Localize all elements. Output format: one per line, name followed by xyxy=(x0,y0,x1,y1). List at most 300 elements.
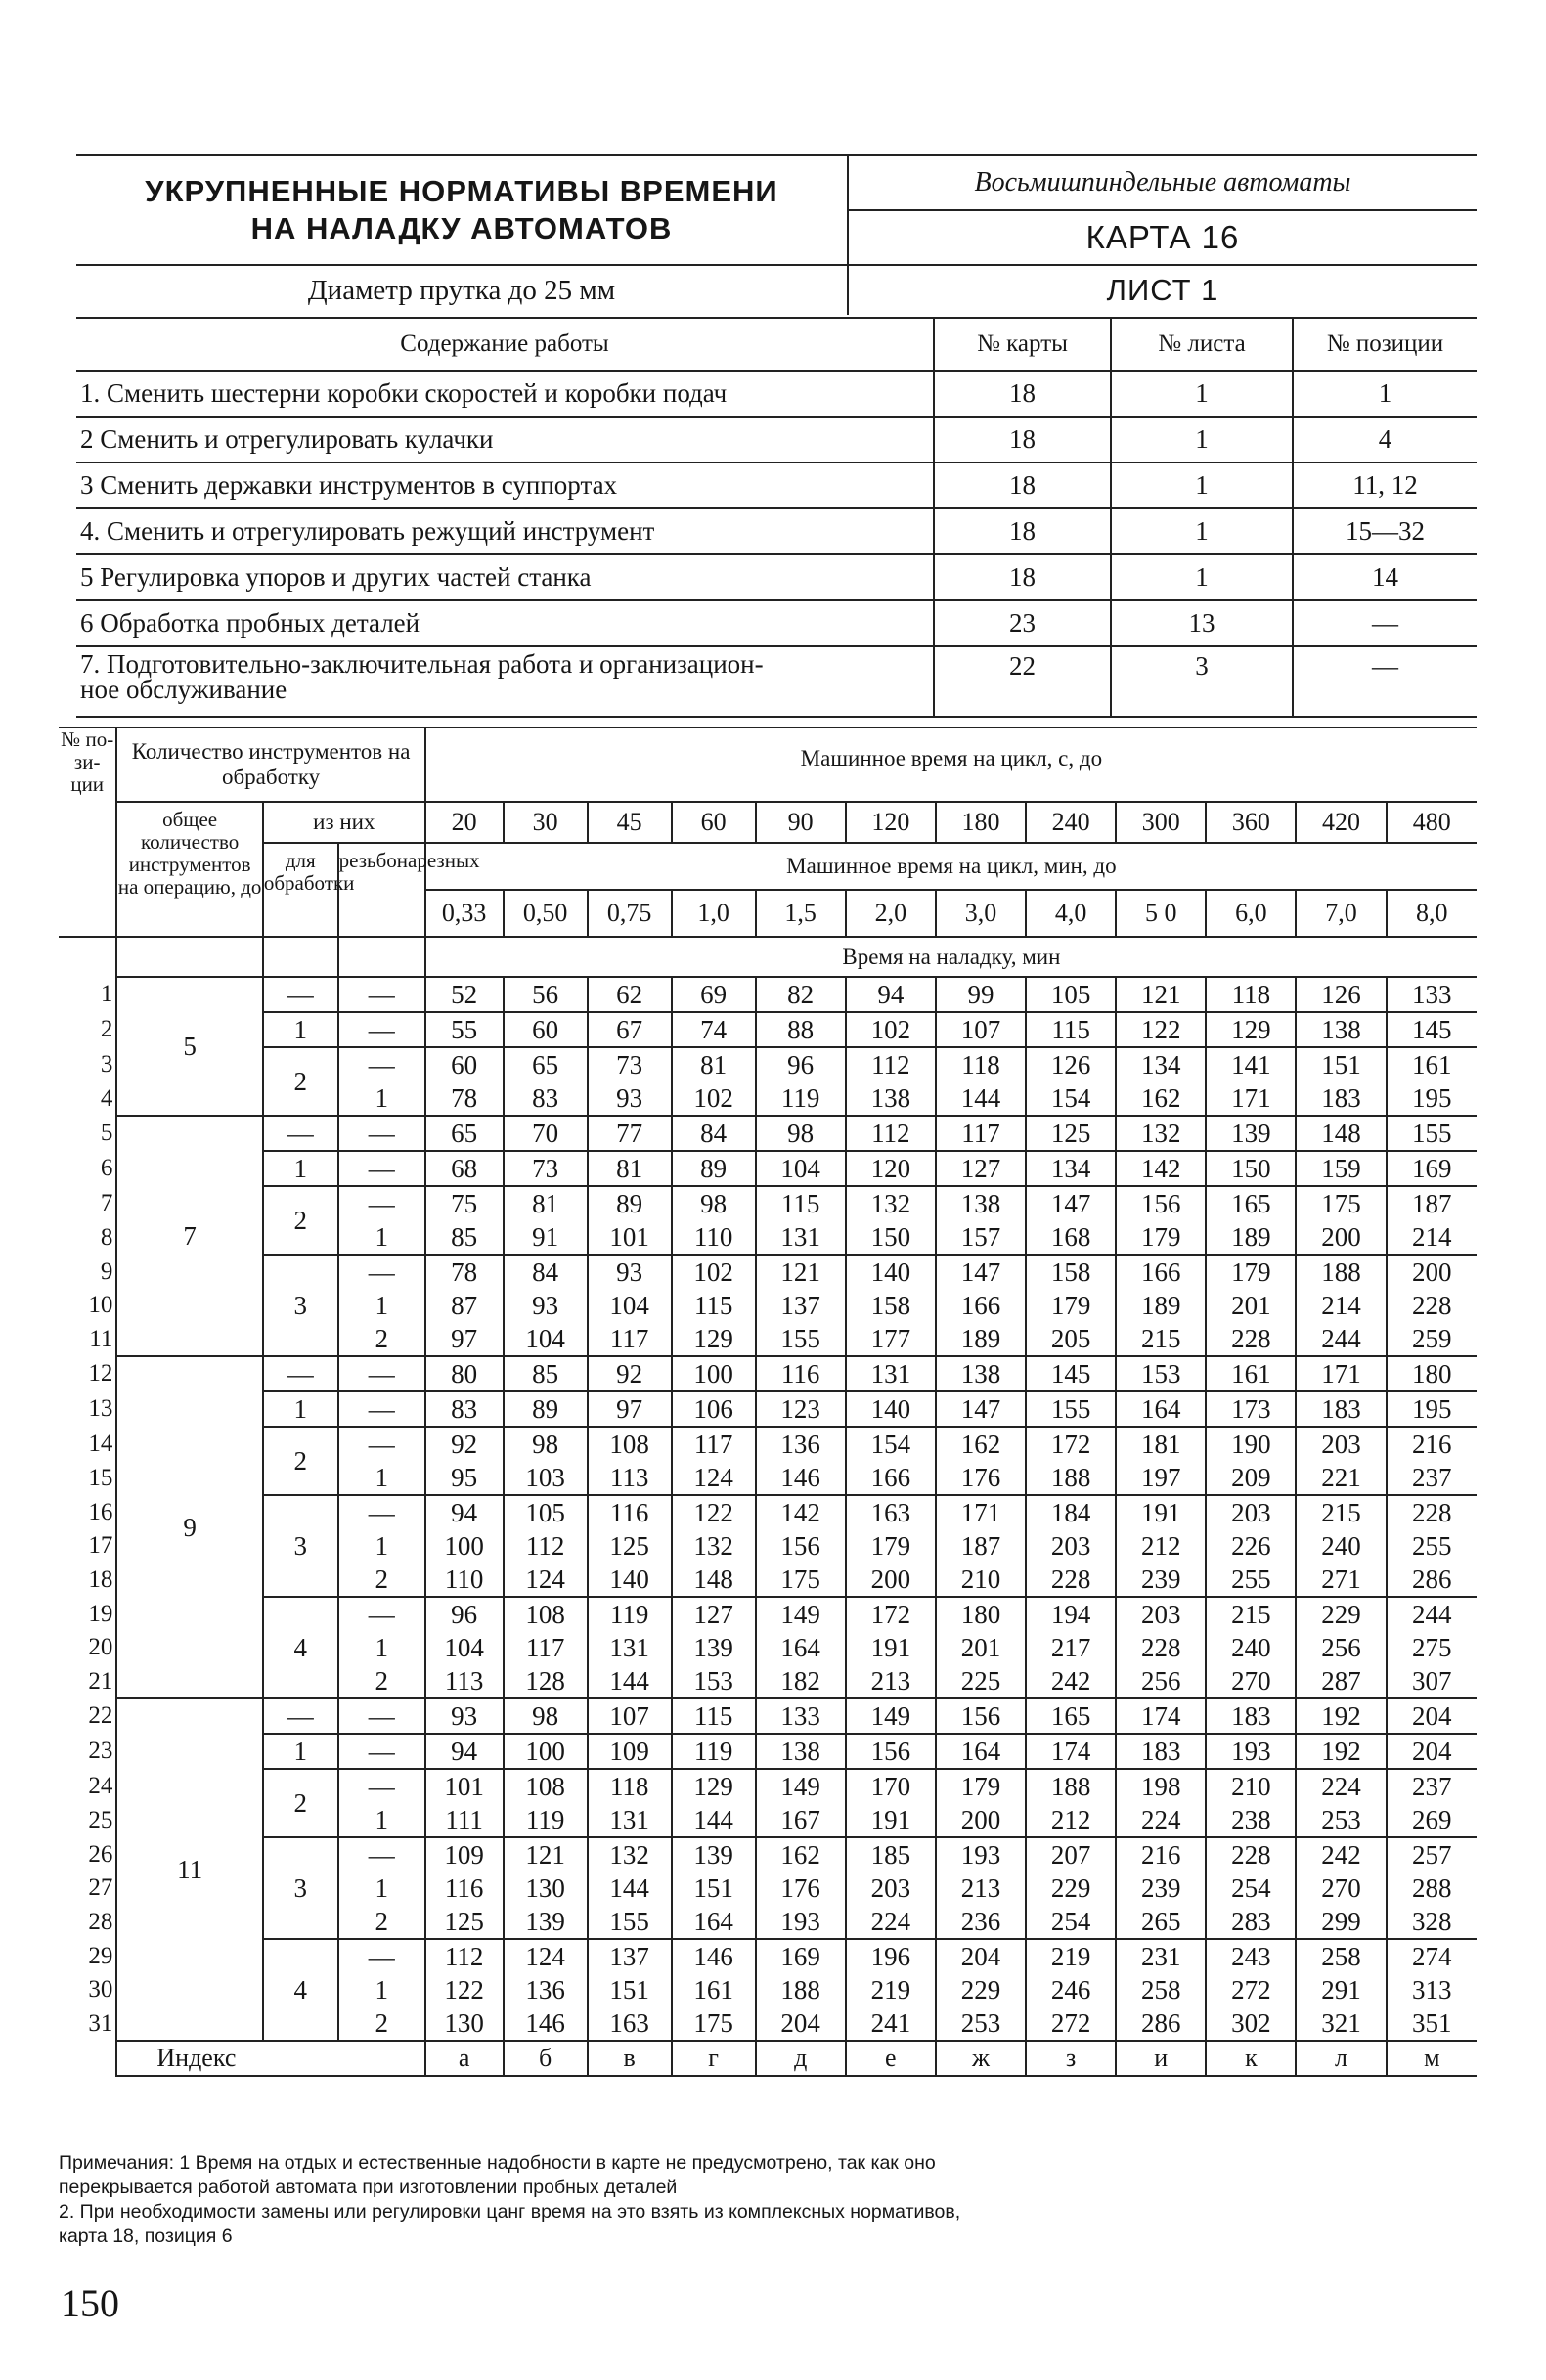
time-cell: 209 xyxy=(1206,1461,1296,1495)
threading-tools-cell: — xyxy=(338,1255,425,1289)
time-cell: 207 xyxy=(1026,1837,1116,1872)
time-cell: 189 xyxy=(936,1322,1026,1356)
seconds-cell: 300 xyxy=(1116,802,1206,843)
time-cell: 228 xyxy=(1206,1837,1296,1872)
threading-tools-cell: 2 xyxy=(338,1905,425,1939)
time-cell: 77 xyxy=(588,1116,672,1151)
position-cell: 28 xyxy=(59,1905,116,1939)
time-cell: 138 xyxy=(1296,1012,1386,1047)
time-cell: 228 xyxy=(1026,1563,1116,1597)
time-cell: 151 xyxy=(672,1872,756,1905)
time-cell: 228 xyxy=(1116,1631,1206,1664)
sheet-no-header: № листа xyxy=(1111,318,1293,371)
time-cell: 228 xyxy=(1387,1289,1477,1322)
time-cell: 117 xyxy=(672,1427,756,1461)
work-row xyxy=(76,371,1477,417)
processing-tools-cell: 4 xyxy=(263,1597,338,1698)
time-cell: 196 xyxy=(846,1939,936,1973)
time-cell: 151 xyxy=(1296,1047,1386,1081)
table-row xyxy=(59,1837,1477,1872)
time-cell: 145 xyxy=(1026,1356,1116,1391)
time-cell: 132 xyxy=(846,1186,936,1220)
table-row xyxy=(59,1427,1477,1461)
time-cell: 200 xyxy=(1387,1255,1477,1289)
time-cell: 131 xyxy=(588,1631,672,1664)
time-cell: 321 xyxy=(1296,2006,1386,2041)
time-cell: 204 xyxy=(1387,1734,1477,1769)
work-text: 2 Сменить и отрегулировать кулачки xyxy=(76,417,934,463)
time-cell: 142 xyxy=(1116,1151,1206,1186)
work-position: — xyxy=(1293,600,1477,646)
time-cell: 229 xyxy=(936,1973,1026,2006)
table-row xyxy=(59,1698,1477,1734)
seconds-cell: 30 xyxy=(504,802,588,843)
time-cell: 215 xyxy=(1206,1597,1296,1631)
time-cell: 83 xyxy=(504,1081,588,1116)
time-cell: 89 xyxy=(504,1391,588,1427)
work-row xyxy=(76,554,1477,600)
time-cell: 154 xyxy=(846,1427,936,1461)
work-text-line-2: ное обслуживание xyxy=(80,675,287,704)
time-cell: 161 xyxy=(1206,1356,1296,1391)
seconds-cell: 180 xyxy=(936,802,1026,843)
position-cell: 22 xyxy=(59,1698,116,1734)
time-cell: 94 xyxy=(425,1734,504,1769)
time-cell: 165 xyxy=(1026,1698,1116,1734)
card-header xyxy=(76,154,1477,315)
time-cell: 241 xyxy=(846,2006,936,2041)
position-cell: 15 xyxy=(59,1461,116,1495)
threading-tools-cell: 1 xyxy=(338,1973,425,2006)
time-cell: 182 xyxy=(756,1664,846,1698)
time-cell: 141 xyxy=(1206,1047,1296,1081)
position-cell: 26 xyxy=(59,1837,116,1872)
time-cell: 191 xyxy=(846,1803,936,1837)
time-cell: 164 xyxy=(756,1631,846,1664)
time-cell: 146 xyxy=(504,2006,588,2041)
time-cell: 94 xyxy=(846,977,936,1012)
time-cell: 147 xyxy=(936,1255,1026,1289)
time-cell: 204 xyxy=(1387,1698,1477,1734)
time-cell: 139 xyxy=(1206,1116,1296,1151)
time-cell: 195 xyxy=(1387,1391,1477,1427)
work-position: 14 xyxy=(1293,554,1477,600)
blank-cell xyxy=(59,2041,116,2076)
time-cell: 195 xyxy=(1387,1081,1477,1116)
position-cell: 24 xyxy=(59,1769,116,1803)
seconds-cell: 60 xyxy=(672,802,756,843)
time-cell: 254 xyxy=(1206,1872,1296,1905)
work-sheet: 3 xyxy=(1111,646,1293,717)
position-cell: 6 xyxy=(59,1151,116,1186)
total-tools-cell: 7 xyxy=(116,1116,262,1356)
time-cell: 142 xyxy=(756,1495,846,1529)
time-cell: 257 xyxy=(1387,1837,1477,1872)
time-cell: 118 xyxy=(936,1047,1026,1081)
time-cell: 239 xyxy=(1116,1563,1206,1597)
time-cell: 183 xyxy=(1116,1734,1206,1769)
time-cell: 133 xyxy=(756,1698,846,1734)
time-cell: 138 xyxy=(756,1734,846,1769)
time-cell: 328 xyxy=(1387,1905,1477,1939)
time-cell: 116 xyxy=(588,1495,672,1529)
time-cell: 99 xyxy=(936,977,1026,1012)
time-cell: 236 xyxy=(936,1905,1026,1939)
position-cell: 23 xyxy=(59,1734,116,1769)
processing-tools-cell: 2 xyxy=(263,1427,338,1495)
time-cell: 181 xyxy=(1116,1427,1206,1461)
time-cell: 110 xyxy=(672,1220,756,1255)
index-cell: е xyxy=(846,2041,936,2076)
position-cell: 7 xyxy=(59,1186,116,1220)
time-cell: 203 xyxy=(1026,1529,1116,1563)
threading-tools-cell: — xyxy=(338,1391,425,1427)
time-cell: 52 xyxy=(425,977,504,1012)
work-content-header: Содержание работы xyxy=(76,318,934,371)
time-cell: 164 xyxy=(672,1905,756,1939)
seconds-cell: 45 xyxy=(588,802,672,843)
work-sheet: 1 xyxy=(1111,508,1293,554)
time-cell: 258 xyxy=(1116,1973,1206,2006)
time-cell: 219 xyxy=(846,1973,936,2006)
time-cell: 172 xyxy=(1026,1427,1116,1461)
time-cell: 123 xyxy=(756,1391,846,1427)
processing-tools-cell: — xyxy=(263,977,338,1012)
time-cell: 150 xyxy=(846,1220,936,1255)
time-cell: 112 xyxy=(846,1116,936,1151)
time-cell: 98 xyxy=(672,1186,756,1220)
position-no-header: № позиции xyxy=(1293,318,1477,371)
time-cell: 240 xyxy=(1206,1631,1296,1664)
time-cell: 78 xyxy=(425,1255,504,1289)
time-cell: 119 xyxy=(504,1803,588,1837)
time-cell: 113 xyxy=(425,1664,504,1698)
time-cell: 96 xyxy=(425,1597,504,1631)
time-cell: 124 xyxy=(504,1939,588,1973)
time-cell: 205 xyxy=(1026,1322,1116,1356)
time-cell: 69 xyxy=(672,977,756,1012)
time-cell: 149 xyxy=(846,1698,936,1734)
time-cell: 104 xyxy=(425,1631,504,1664)
time-cell: 126 xyxy=(1296,977,1386,1012)
time-cell: 180 xyxy=(1387,1356,1477,1391)
note-line: Примечания: 1 Время на отдых и естественные надобности в карте не предусмотрено, так как оно xyxy=(59,2152,936,2174)
seconds-cell: 360 xyxy=(1206,802,1296,843)
time-cell: 120 xyxy=(846,1151,936,1186)
position-cell: 11 xyxy=(59,1322,116,1356)
work-text xyxy=(76,646,934,717)
time-cell: 255 xyxy=(1387,1529,1477,1563)
time-cell: 128 xyxy=(504,1664,588,1698)
threading-tools-cell: 1 xyxy=(338,1872,425,1905)
time-cell: 81 xyxy=(588,1151,672,1186)
table-row xyxy=(59,1116,1477,1151)
time-cell: 169 xyxy=(756,1939,846,1973)
time-cell: 204 xyxy=(756,2006,846,2041)
work-row xyxy=(76,600,1477,646)
table-row xyxy=(59,1012,1477,1047)
table-row xyxy=(59,1597,1477,1631)
time-cell: 146 xyxy=(756,1461,846,1495)
time-cell: 166 xyxy=(936,1289,1026,1322)
time-cell: 187 xyxy=(1387,1186,1477,1220)
time-cell: 219 xyxy=(1026,1939,1116,1973)
time-cell: 161 xyxy=(672,1973,756,2006)
threading-tools-cell: 2 xyxy=(338,1563,425,1597)
table-row xyxy=(59,1186,1477,1220)
work-text: 5 Регулировка упоров и других частей станка xyxy=(76,554,934,600)
time-cell: 176 xyxy=(936,1461,1026,1495)
minutes-cell: 4,0 xyxy=(1026,890,1116,937)
time-cell: 184 xyxy=(1026,1495,1116,1529)
time-cell: 89 xyxy=(672,1151,756,1186)
threading-tools-cell: 1 xyxy=(338,1631,425,1664)
time-cell: 171 xyxy=(936,1495,1026,1529)
time-cell: 217 xyxy=(1026,1631,1116,1664)
index-cell: м xyxy=(1387,2041,1477,2076)
minutes-cell: 0,33 xyxy=(425,890,504,937)
time-cell: 302 xyxy=(1206,2006,1296,2041)
time-cell: 253 xyxy=(1296,1803,1386,1837)
processing-tools-cell: 2 xyxy=(263,1769,338,1837)
time-cell: 269 xyxy=(1387,1803,1477,1837)
time-cell: 156 xyxy=(936,1698,1026,1734)
time-cell: 191 xyxy=(1116,1495,1206,1529)
time-cell: 179 xyxy=(1116,1220,1206,1255)
time-cell: 164 xyxy=(936,1734,1026,1769)
time-cell: 351 xyxy=(1387,2006,1477,2041)
time-cell: 133 xyxy=(1387,977,1477,1012)
time-cell: 158 xyxy=(846,1289,936,1322)
time-cell: 156 xyxy=(1116,1186,1206,1220)
time-cell: 200 xyxy=(846,1563,936,1597)
time-cell: 313 xyxy=(1387,1973,1477,2006)
time-cell: 213 xyxy=(936,1872,1026,1905)
time-cell: 214 xyxy=(1296,1289,1386,1322)
time-cell: 117 xyxy=(504,1631,588,1664)
time-cell: 198 xyxy=(1116,1769,1206,1803)
time-cell: 121 xyxy=(1116,977,1206,1012)
time-cell: 179 xyxy=(1206,1255,1296,1289)
time-cell: 147 xyxy=(1026,1186,1116,1220)
time-cell: 137 xyxy=(588,1939,672,1973)
time-cell: 201 xyxy=(1206,1289,1296,1322)
time-cell: 156 xyxy=(756,1529,846,1563)
time-cell: 153 xyxy=(672,1664,756,1698)
time-cell: 132 xyxy=(588,1837,672,1872)
time-cell: 109 xyxy=(588,1734,672,1769)
time-cell: 119 xyxy=(756,1081,846,1116)
minutes-cell: 0,50 xyxy=(504,890,588,937)
time-cell: 197 xyxy=(1116,1461,1206,1495)
time-cell: 162 xyxy=(936,1427,1026,1461)
time-cell: 183 xyxy=(1296,1081,1386,1116)
time-cell: 115 xyxy=(672,1698,756,1734)
time-cell: 149 xyxy=(756,1597,846,1631)
threading-tools-cell: — xyxy=(338,1597,425,1631)
time-cell: 124 xyxy=(504,1563,588,1597)
time-cell: 283 xyxy=(1206,1905,1296,1939)
time-cell: 118 xyxy=(588,1769,672,1803)
time-cell: 68 xyxy=(425,1151,504,1186)
time-cell: 193 xyxy=(1206,1734,1296,1769)
time-cell: 62 xyxy=(588,977,672,1012)
time-cell: 224 xyxy=(846,1905,936,1939)
time-cell: 193 xyxy=(936,1837,1026,1872)
title-line-1: УКРУПНЕННЫЕ НОРМАТИВЫ ВРЕМЕНИ xyxy=(145,174,778,208)
position-cell: 1 xyxy=(59,977,116,1012)
time-cell: 115 xyxy=(756,1186,846,1220)
time-cell: 127 xyxy=(672,1597,756,1631)
time-cell: 102 xyxy=(846,1012,936,1047)
processing-tools-cell: 3 xyxy=(263,1495,338,1597)
time-cell: 105 xyxy=(1026,977,1116,1012)
minutes-cell: 1,5 xyxy=(756,890,846,937)
time-cell: 175 xyxy=(1296,1186,1386,1220)
work-row xyxy=(76,646,1477,717)
time-cell: 179 xyxy=(1026,1289,1116,1322)
time-cell: 155 xyxy=(588,1905,672,1939)
time-cell: 155 xyxy=(1387,1116,1477,1151)
time-cell: 287 xyxy=(1296,1664,1386,1698)
time-cell: 129 xyxy=(672,1322,756,1356)
index-cell: в xyxy=(588,2041,672,2076)
time-cell: 87 xyxy=(425,1289,504,1322)
time-cell: 188 xyxy=(756,1973,846,2006)
time-cell: 93 xyxy=(504,1289,588,1322)
time-cell: 117 xyxy=(588,1322,672,1356)
minutes-cell: 2,0 xyxy=(846,890,936,937)
time-cell: 258 xyxy=(1296,1939,1386,1973)
position-cell: 5 xyxy=(59,1116,116,1151)
time-cell: 105 xyxy=(504,1495,588,1529)
threading-tools-cell: 1 xyxy=(338,1289,425,1322)
blank-cell xyxy=(116,937,262,977)
time-cell: 159 xyxy=(1296,1151,1386,1186)
seconds-cell: 240 xyxy=(1026,802,1116,843)
work-card: 22 xyxy=(934,646,1111,717)
position-cell: 13 xyxy=(59,1391,116,1427)
position-cell: 25 xyxy=(59,1803,116,1837)
table-row xyxy=(59,1047,1477,1081)
time-cell: 116 xyxy=(425,1872,504,1905)
index-cell: л xyxy=(1296,2041,1386,2076)
threading-tools-cell: — xyxy=(338,1151,425,1186)
time-cell: 243 xyxy=(1206,1939,1296,1973)
index-row xyxy=(59,2041,1477,2076)
time-cell: 119 xyxy=(672,1734,756,1769)
time-cell: 121 xyxy=(756,1255,846,1289)
table-row xyxy=(59,1495,1477,1529)
time-cell: 171 xyxy=(1206,1081,1296,1116)
threading-tools-cell: — xyxy=(338,1047,425,1081)
time-cell: 60 xyxy=(425,1047,504,1081)
time-cell: 163 xyxy=(846,1495,936,1529)
time-cell: 82 xyxy=(756,977,846,1012)
time-cell: 167 xyxy=(756,1803,846,1837)
processing-tools-cell: 1 xyxy=(263,1734,338,1769)
time-cell: 214 xyxy=(1387,1220,1477,1255)
minutes-cell: 6,0 xyxy=(1206,890,1296,937)
time-cell: 259 xyxy=(1387,1322,1477,1356)
time-cell: 84 xyxy=(672,1116,756,1151)
setup-time-header: Время на наладку, мин xyxy=(425,937,1477,977)
time-cell: 144 xyxy=(588,1664,672,1698)
table-row xyxy=(59,1356,1477,1391)
time-cell: 98 xyxy=(756,1116,846,1151)
threading-tools-cell: — xyxy=(338,1012,425,1047)
time-cell: 179 xyxy=(936,1769,1026,1803)
time-cell: 136 xyxy=(504,1973,588,2006)
position-cell: 21 xyxy=(59,1664,116,1698)
time-cell: 102 xyxy=(672,1081,756,1116)
time-cell: 122 xyxy=(1116,1012,1206,1047)
time-cell: 171 xyxy=(1296,1356,1386,1391)
time-cell: 286 xyxy=(1116,2006,1206,2041)
time-cell: 212 xyxy=(1116,1529,1206,1563)
time-cell: 144 xyxy=(936,1081,1026,1116)
position-cell: 17 xyxy=(59,1529,116,1563)
time-cell: 216 xyxy=(1116,1837,1206,1872)
minutes-cell: 3,0 xyxy=(936,890,1026,937)
index-cell: к xyxy=(1206,2041,1296,2076)
time-cell: 97 xyxy=(425,1322,504,1356)
processing-tools-cell: — xyxy=(263,1116,338,1151)
time-cell: 102 xyxy=(672,1255,756,1289)
processing-tools-cell: 2 xyxy=(263,1047,338,1116)
time-cell: 73 xyxy=(588,1047,672,1081)
processing-tools-cell: 3 xyxy=(263,1255,338,1356)
seconds-cell: 120 xyxy=(846,802,936,843)
time-cell: 106 xyxy=(672,1391,756,1427)
time-cell: 194 xyxy=(1026,1597,1116,1631)
time-cell: 121 xyxy=(504,1837,588,1872)
work-sheet: 1 xyxy=(1111,417,1293,463)
time-cell: 228 xyxy=(1206,1322,1296,1356)
work-content-table xyxy=(76,317,1477,718)
work-text: 1. Сменить шестерни коробки скоростей и коробки подач xyxy=(76,371,934,417)
work-sheet: 1 xyxy=(1111,554,1293,600)
work-position: 11, 12 xyxy=(1293,463,1477,508)
time-cell: 237 xyxy=(1387,1461,1477,1495)
time-cell: 200 xyxy=(936,1803,1026,1837)
time-cell: 274 xyxy=(1387,1939,1477,1973)
setup-time-table xyxy=(59,727,1477,2077)
time-cell: 83 xyxy=(425,1391,504,1427)
time-cell: 151 xyxy=(588,1973,672,2006)
time-cell: 55 xyxy=(425,1012,504,1047)
time-cell: 124 xyxy=(672,1461,756,1495)
page-number: 150 xyxy=(61,2281,119,2325)
work-position: 4 xyxy=(1293,417,1477,463)
time-cell: 108 xyxy=(504,1769,588,1803)
time-cell: 138 xyxy=(936,1356,1026,1391)
minutes-cell: 0,75 xyxy=(588,890,672,937)
time-cell: 78 xyxy=(425,1081,504,1116)
index-cell: б xyxy=(504,2041,588,2076)
time-cell: 84 xyxy=(504,1255,588,1289)
index-cell: а xyxy=(425,2041,504,2076)
note-line: 2. При необходимости замены или регулировки цанг время на это взять из комплексных нормативов, xyxy=(59,2201,961,2223)
time-cell: 188 xyxy=(1296,1255,1386,1289)
time-cell: 254 xyxy=(1026,1905,1116,1939)
time-cell: 162 xyxy=(756,1837,846,1872)
blank-cell xyxy=(338,937,425,977)
time-cell: 97 xyxy=(588,1391,672,1427)
time-cell: 175 xyxy=(672,2006,756,2041)
time-cell: 138 xyxy=(936,1186,1026,1220)
work-card: 18 xyxy=(934,508,1111,554)
